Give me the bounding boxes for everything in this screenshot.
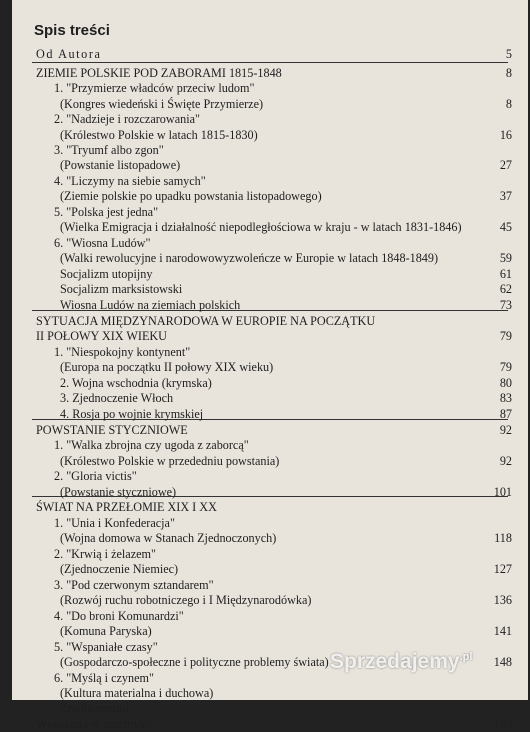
toc-page-number: 27 [499,158,512,172]
toc-entry-title: 2. "Nadzieje i rozczarowania" [54,112,200,126]
toc-entry [12,546,512,562]
toc-page-number: 83 [499,391,512,405]
watermark-logo [330,650,472,674]
toc-page-number: 101 [493,485,512,499]
toc-entry-title: 4. "Liczymy na siebie samych" [54,174,206,188]
toc-entry-title: 2. Wojna wschodnia (krymska) [60,376,212,390]
toc-entry [12,157,512,173]
toc-entry [12,406,512,422]
toc-entry-title: 1. "Przymierze władców przeciw ludom" [54,81,255,95]
toc-entry-title: ZIEMIE POLSKIE POD ZABORAMI 1815-1848 [36,66,282,80]
toc-page-number: 92 [499,454,512,468]
toc-page-number: 37 [499,189,512,203]
toc-entry-title: Socjalizm marksistowski [60,282,183,296]
toc-entry-title: 6. "Wiosna Ludów" [54,236,151,250]
toc-page-number: 87 [499,407,512,421]
toc-entry-title: (Kultura materialna i duchowa) [60,686,214,700]
toc-page-number: 80 [499,376,512,390]
toc-entry [12,422,512,438]
toc-entry [12,188,512,204]
toc-entry [12,499,512,515]
toc-entry [12,80,512,96]
toc-page-number: 62 [499,282,512,296]
watermark-text: Sprzedajemy [330,650,460,673]
toc-page-number: 163 [493,717,512,731]
toc-entry [12,281,512,297]
toc-entry-title: (Wojna domowa w Stanach Zjednoczonych) [60,531,277,545]
toc-entry [12,46,512,62]
toc-page-number: 141 [493,624,512,638]
toc-entry-title: (Ziemie polskie po upadku powstania listopadowego) [60,189,322,203]
toc-entry-title: (Zjednoczenie Niemiec) [60,562,179,576]
toc-entry-title: 2. "Krwią i żelazem" [54,547,156,561]
toc-page-number: 8 [505,66,512,80]
watermark-suffix: .pl [459,651,473,663]
toc-entry [12,173,512,189]
toc-entry-title: 1. "Walka zbrojna czy ugoda z zaborcą" [54,438,249,452]
toc-entry-title: 5. "Wspaniałe czasy" [54,640,158,654]
toc-page-number: 148 [493,655,512,669]
toc-entry-title: (Gospodarczo-społeczne i polityczne problemy świata) [60,655,329,669]
toc-page-number: 79 [499,329,512,343]
toc-entry [12,65,512,81]
toc-entry-title: 2. "Gloria victis" [54,469,137,483]
toc-entry-title: Wynalazki w przemyśle [36,717,154,731]
toc-entry [12,685,512,701]
toc-page-number: 127 [493,562,512,576]
toc-entry-title: Od Autora [36,47,102,61]
toc-entry [12,390,512,406]
toc-entry [12,359,512,375]
toc-entry-title: 1. "Niespokojny kontynent" [54,345,191,359]
toc-entry [12,561,512,577]
toc-entry [12,266,512,282]
toc-entry [12,344,512,360]
toc-entry [12,127,512,143]
toc-page-number: 61 [499,267,512,281]
toc-page-number: 8 [505,97,512,111]
toc-entry [12,297,512,313]
toc-entry [12,437,512,453]
toc-entry [12,468,512,484]
toc-entry [12,142,512,158]
toc-page-number: 118 [494,531,512,545]
toc-entry-title: (Powstanie styczniowe) [60,485,177,499]
toc-entry [12,219,512,235]
page-title: Spis treści [34,22,110,39]
toc-entry [12,700,512,716]
toc-entry-title: (Europa na początku II połowy XIX wieku) [60,360,274,374]
toc-entry [12,375,512,391]
toc-entry [12,608,512,624]
toc-entry [12,328,512,344]
toc-entry [12,453,512,469]
toc-page-number: 92 [499,423,512,437]
toc-entry-title: (Kongres wiedeński i Święte Przymierze) [60,97,264,111]
toc-page-number: 79 [499,360,512,374]
toc-page-number: 45 [499,220,512,234]
toc-entry-title: (Rozwój ruchu robotniczego i I Międzynarodówka) [60,593,312,607]
toc-page-number: 73 [499,298,512,312]
book-page [12,0,528,731]
toc-entry [12,235,512,251]
toc-entry-title: 3. Zjednoczenie Włoch [60,391,174,405]
toc-entry-title: 6. "Myślą i czynem" [54,671,154,685]
toc-entry-title: 1. "Unia i Konfederacja" [54,516,175,530]
toc-entry-title: (Walki rewolucyjne i narodowowyzwoleńcze w Europie w latach 1848-1849) [60,251,439,265]
toc-entry [12,716,512,732]
toc-entry-title: ŚWIAT NA PRZEŁOMIE XIX I XX [36,500,217,514]
toc-entry [12,204,512,220]
toc-entry-title: 3. "Pod czerwonym sztandarem" [54,578,214,592]
toc-entry-title: 4. "Do broni Komunardzi" [54,609,184,623]
toc-page-number: 5 [505,47,512,61]
toc-entry [12,515,512,531]
toc-entry-title: (Wielka Emigracja i działalność niepodległościowa w kraju - w latach 1831-1846) [60,220,462,234]
toc-entry [12,623,512,639]
toc-entry-title: (Królestwo Polskie w przededniu powstania) [60,454,280,468]
toc-entry-title: Wiosna Ludów na ziemiach polskich [60,298,241,312]
toc-entry [12,250,512,266]
toc-entry [12,530,512,546]
toc-entry-title: Źródła energii [60,701,130,715]
toc-entry [12,111,512,127]
toc-entry-title: POWSTANIE STYCZNIOWE [36,423,188,437]
toc-entry-title: (Powstanie listopadowe) [60,158,181,172]
toc-entry-title: (Komuna Paryska) [60,624,152,638]
toc-entry [12,484,512,500]
toc-entry-title: II POŁOWY XIX WIEKU [36,329,167,343]
toc-page-number: 16 [499,128,512,142]
section-divider [32,62,508,63]
toc-page-number: 59 [499,251,512,265]
toc-entry [12,96,512,112]
toc-entry [12,313,512,329]
toc-entry-title: 4. Rosja po wojnie krymskiej [60,407,204,421]
toc-entry-title: 5. "Polska jest jedna" [54,205,159,219]
toc-entry [12,592,512,608]
toc-entry-title: Socjalizm utopijny [60,267,153,281]
toc-page-number: 136 [493,593,512,607]
toc-entry-title: (Królestwo Polskie w latach 1815-1830) [60,128,258,142]
toc-entry-title: SYTUACJA MIĘDZYNARODOWA W EUROPIE NA POCZĄTKU [36,314,376,328]
toc-entry [12,577,512,593]
toc-entry-title: 3. "Tryumf albo zgon" [54,143,164,157]
